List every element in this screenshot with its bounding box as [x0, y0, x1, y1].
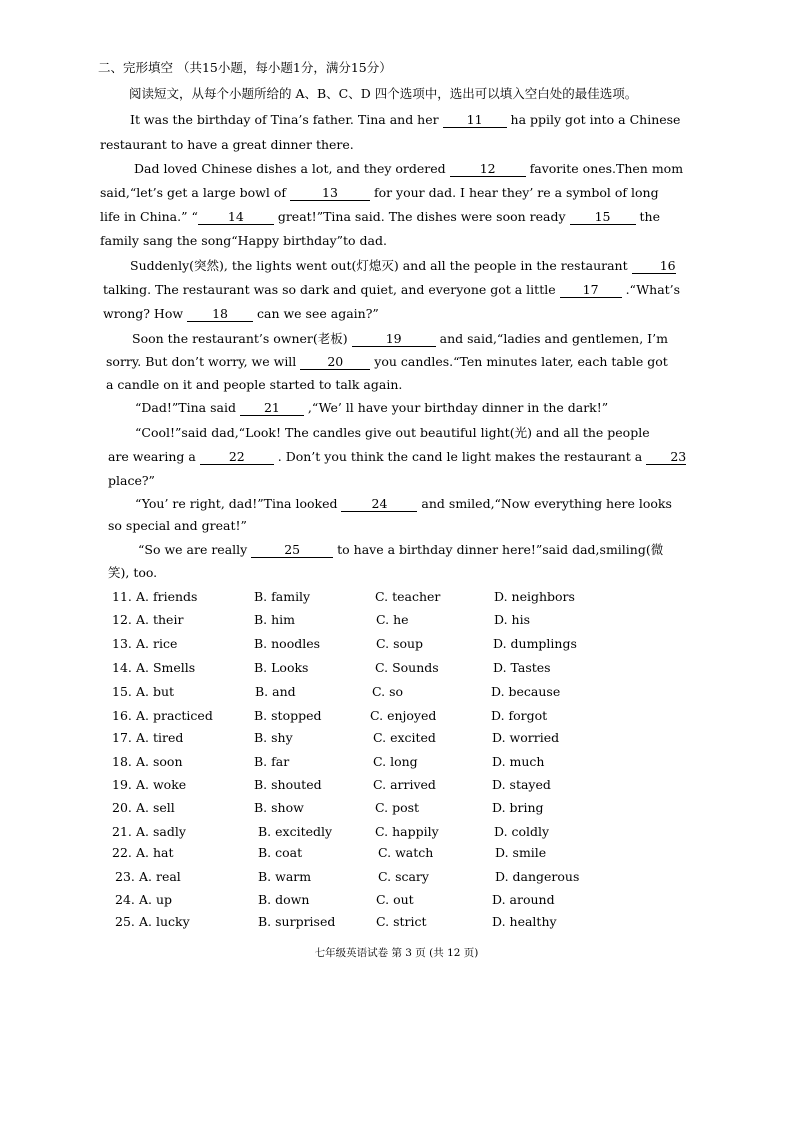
option-a: A. sadly [136, 824, 186, 839]
option-a: A. hat [136, 845, 174, 860]
option-b: B. shy [254, 730, 293, 745]
passage-line: life in China.” “ 14 great!”Tina said. The dishes were soon ready 15 the [100, 209, 660, 224]
option-d: D. because [491, 684, 561, 699]
passage-line: Suddenly(突然), the lights went out(灯熄灭) and all the people in the restaurant 16 [130, 258, 676, 273]
option-a: A. up [139, 892, 173, 907]
option-a: A. soon [136, 754, 183, 769]
passage-line: “Dad!”Tina said 21 ,“We’ ll have your birthday dinner in the dark!” [135, 400, 609, 415]
option-c: C. so [372, 684, 404, 699]
option-a: A. friends [136, 589, 198, 604]
exam-page: 二、完形填空 （共15小题，每小题1分，满分15分） 阅读短文，从每个小题所给的 A、B、C、D 四个选项中，选出可以填入空白处的最佳选项。 It was the birthday of Tina’s father. Tina and her 11 ha ppily got into a Chinese restaurant to have a great dinner there. Dad loved Chinese dishes a lot, and they ordered 12 favorite ones.Then mom said,“let’s get a large bowl of 13 for your dad. I hear they’ re a symbol of long life in China.” “ 14 great!”Tina said. The dishes were soon ready 15 the family sang the song“Happy birthday”to dad. Suddenly(突然), the lights went out(灯熄灭) and all the people in the restaurant 16 talking. The restaurant was so dark and quiet, and everyone got a little 17 .“What’s wrong? How 18 can we see again?” Soon the restaurant’s owner(老板) 19 and said,“ladies and gentlemen, I’m sorry. But don’t worry, we will 20 you candles.“Ten minutes later, each table got a candle on it and people started to talk again. “Dad!”Tina said 21 ,“We’ ll have your birthday dinner in the dark!” “Cool!”said dad,“Look! The candles give out beautiful light(光) and all the people are wearing a 22 . Don’t you think the cand le light makes the restaurant a 23 place?” “You’ re right, dad!”Tina looked 24 and smiled,“Now everything here looks so special and great!” “So we are really 25 to have a birthday dinner here!”said dad,smiling(微 笑), too. 11. A. friends B. family C. teacher D. neighbors 12. A. their B. him C. he D. his 13. A. rice B. noodles C. soup D. dumplings 14. A. Smells B. Looks C. Sounds D. Tastes 15. A. but B. and C. so D. because 16. A. practiced B. stopped C. enjoyed D. forgot 17. A. tired B. shy C. excited D. worried 18. A. soon B. far C. long D. much 19. A. woke B. shouted C. arrived D. stayed 20. A. sell B. show C. post D. bring 21. A. sadly B. excitedly C. happily D. coldly 22. A. hat B. coat C. watch D. smile 23. A. real B. warm C. scary D. dangerous 24. A. up B. down C. out D. around 25. A. lucky B. surprised C. strict D. healthy 七年级英语试卷 第 3 页 (共 12 页) [0, 0, 793, 1121]
passage-line: wrong? How 18 can we see again?” [103, 306, 379, 321]
passage-line: 笑), too. [108, 565, 158, 580]
option-c: C. he [376, 612, 409, 627]
blank-22: 22 [200, 450, 274, 465]
option-b: B. excitedly [258, 824, 333, 839]
option-d: D. dumplings [493, 636, 577, 651]
option-c: C. teacher [375, 589, 441, 604]
option-a: A. rice [136, 636, 178, 651]
blank-18: 18 [187, 307, 253, 322]
option-b: B. family [254, 589, 311, 604]
section-title: 二、完形填空 （共15小题，每小题1分，满分15分） [98, 60, 392, 75]
option-a: A. tired [136, 730, 184, 745]
option-a: A. lucky [139, 914, 190, 929]
option-c: C. watch [378, 845, 434, 860]
option-c: C. soup [376, 636, 424, 651]
option-a: A. but [136, 684, 175, 699]
option-b: B. down [258, 892, 310, 907]
blank-24: 24 [341, 497, 417, 512]
blank-21: 21 [240, 401, 304, 416]
blank-16: 16 [632, 259, 676, 274]
option-a: A. real [139, 869, 181, 884]
blank-23: 23 [646, 450, 686, 465]
option-a: A. Smells [136, 660, 196, 675]
option-d: D. bring [492, 800, 544, 815]
passage-line: a candle on it and people started to talk again. [106, 377, 403, 392]
blank-12: 12 [450, 162, 526, 177]
blank-25: 25 [251, 543, 333, 558]
blank-11: 11 [443, 113, 507, 128]
option-b: B. coat [258, 845, 303, 860]
passage-line: “You’ re right, dad!”Tina looked 24 and smiled,“Now everything here looks [135, 496, 672, 511]
passage-line: “Cool!”said dad,“Look! The candles give out beautiful light(光) and all the people [135, 425, 650, 440]
passage-line: talking. The restaurant was so dark and quiet, and everyone got a little 17 .“What’s [103, 282, 681, 297]
option-b: B. surprised [258, 914, 336, 929]
option-d: D. much [492, 754, 545, 769]
option-c: C. strict [376, 914, 427, 929]
option-c: C. out [376, 892, 414, 907]
option-d: D. Tastes [493, 660, 551, 675]
passage-line: so special and great!” [108, 518, 247, 533]
option-b: B. and [255, 684, 296, 699]
blank-15: 15 [570, 210, 636, 225]
passage-line: restaurant to have a great dinner there. [100, 137, 354, 152]
instruction-text: 阅读短文，从每个小题所给的 A、B、C、D 四个选项中，选出可以填入空白处的最佳选项。 [129, 86, 638, 101]
blank-17: 17 [560, 283, 622, 298]
passage-line: sorry. But don’t worry, we will 20 you candles.“Ten minutes later, each table got [106, 354, 668, 369]
page-footer: 七年级英语试卷 第 3 页 (共 12 页) [314, 947, 479, 959]
option-d: D. forgot [491, 708, 548, 723]
blank-13: 13 [290, 186, 370, 201]
option-d: D. neighbors [494, 589, 575, 604]
blank-14: 14 [198, 210, 274, 225]
option-d: D. healthy [492, 914, 557, 929]
option-d: D. his [494, 612, 530, 627]
option-b: B. him [254, 612, 296, 627]
passage-line: family sang the song“Happy birthday”to dad. [100, 233, 387, 248]
option-c: C. excited [373, 730, 436, 745]
option-c: C. long [373, 754, 418, 769]
option-a: A. practiced [136, 708, 213, 723]
option-d: D. stayed [492, 777, 551, 792]
option-b: B. stopped [254, 708, 322, 723]
option-b: B. Looks [254, 660, 309, 675]
passage-line: Soon the restaurant’s owner(老板) 19 and said,“ladies and gentlemen, I’m [132, 331, 668, 346]
option-a: A. woke [136, 777, 187, 792]
passage-line: It was the birthday of Tina’s father. Tina and her 11 ha ppily got into a Chinese [130, 112, 681, 127]
passage-line: “So we are really 25 to have a birthday dinner here!”said dad,smiling(微 [138, 542, 664, 557]
option-d: D. smile [495, 845, 547, 860]
option-d: D. worried [492, 730, 560, 745]
option-d: D. coldly [494, 824, 550, 839]
passage-line: are wearing a 22 . Don’t you think the cand le light makes the restaurant a 23 [108, 449, 687, 464]
option-b: B. show [254, 800, 304, 815]
option-b: B. far [254, 754, 290, 769]
option-c: C. arrived [373, 777, 436, 792]
option-c: C. happily [375, 824, 439, 839]
option-c: C. post [375, 800, 420, 815]
blank-20: 20 [300, 355, 370, 370]
passage-line: Dad loved Chinese dishes a lot, and they ordered 12 favorite ones.Then mom [134, 161, 684, 176]
passage-line: place?” [108, 473, 155, 488]
option-c: C. Sounds [375, 660, 439, 675]
option-d: D. around [492, 892, 555, 907]
option-c: C. enjoyed [370, 708, 437, 723]
option-b: B. shouted [254, 777, 322, 792]
blank-19: 19 [352, 332, 436, 347]
passage-line: said,“let’s get a large bowl of 13 for your dad. I hear they’ re a symbol of long [100, 185, 659, 200]
option-a: A. their [136, 612, 184, 627]
option-b: B. warm [258, 869, 312, 884]
option-c: C. scary [378, 869, 429, 884]
option-b: B. noodles [254, 636, 321, 651]
option-a: A. sell [136, 800, 175, 815]
option-d: D. dangerous [495, 869, 580, 884]
